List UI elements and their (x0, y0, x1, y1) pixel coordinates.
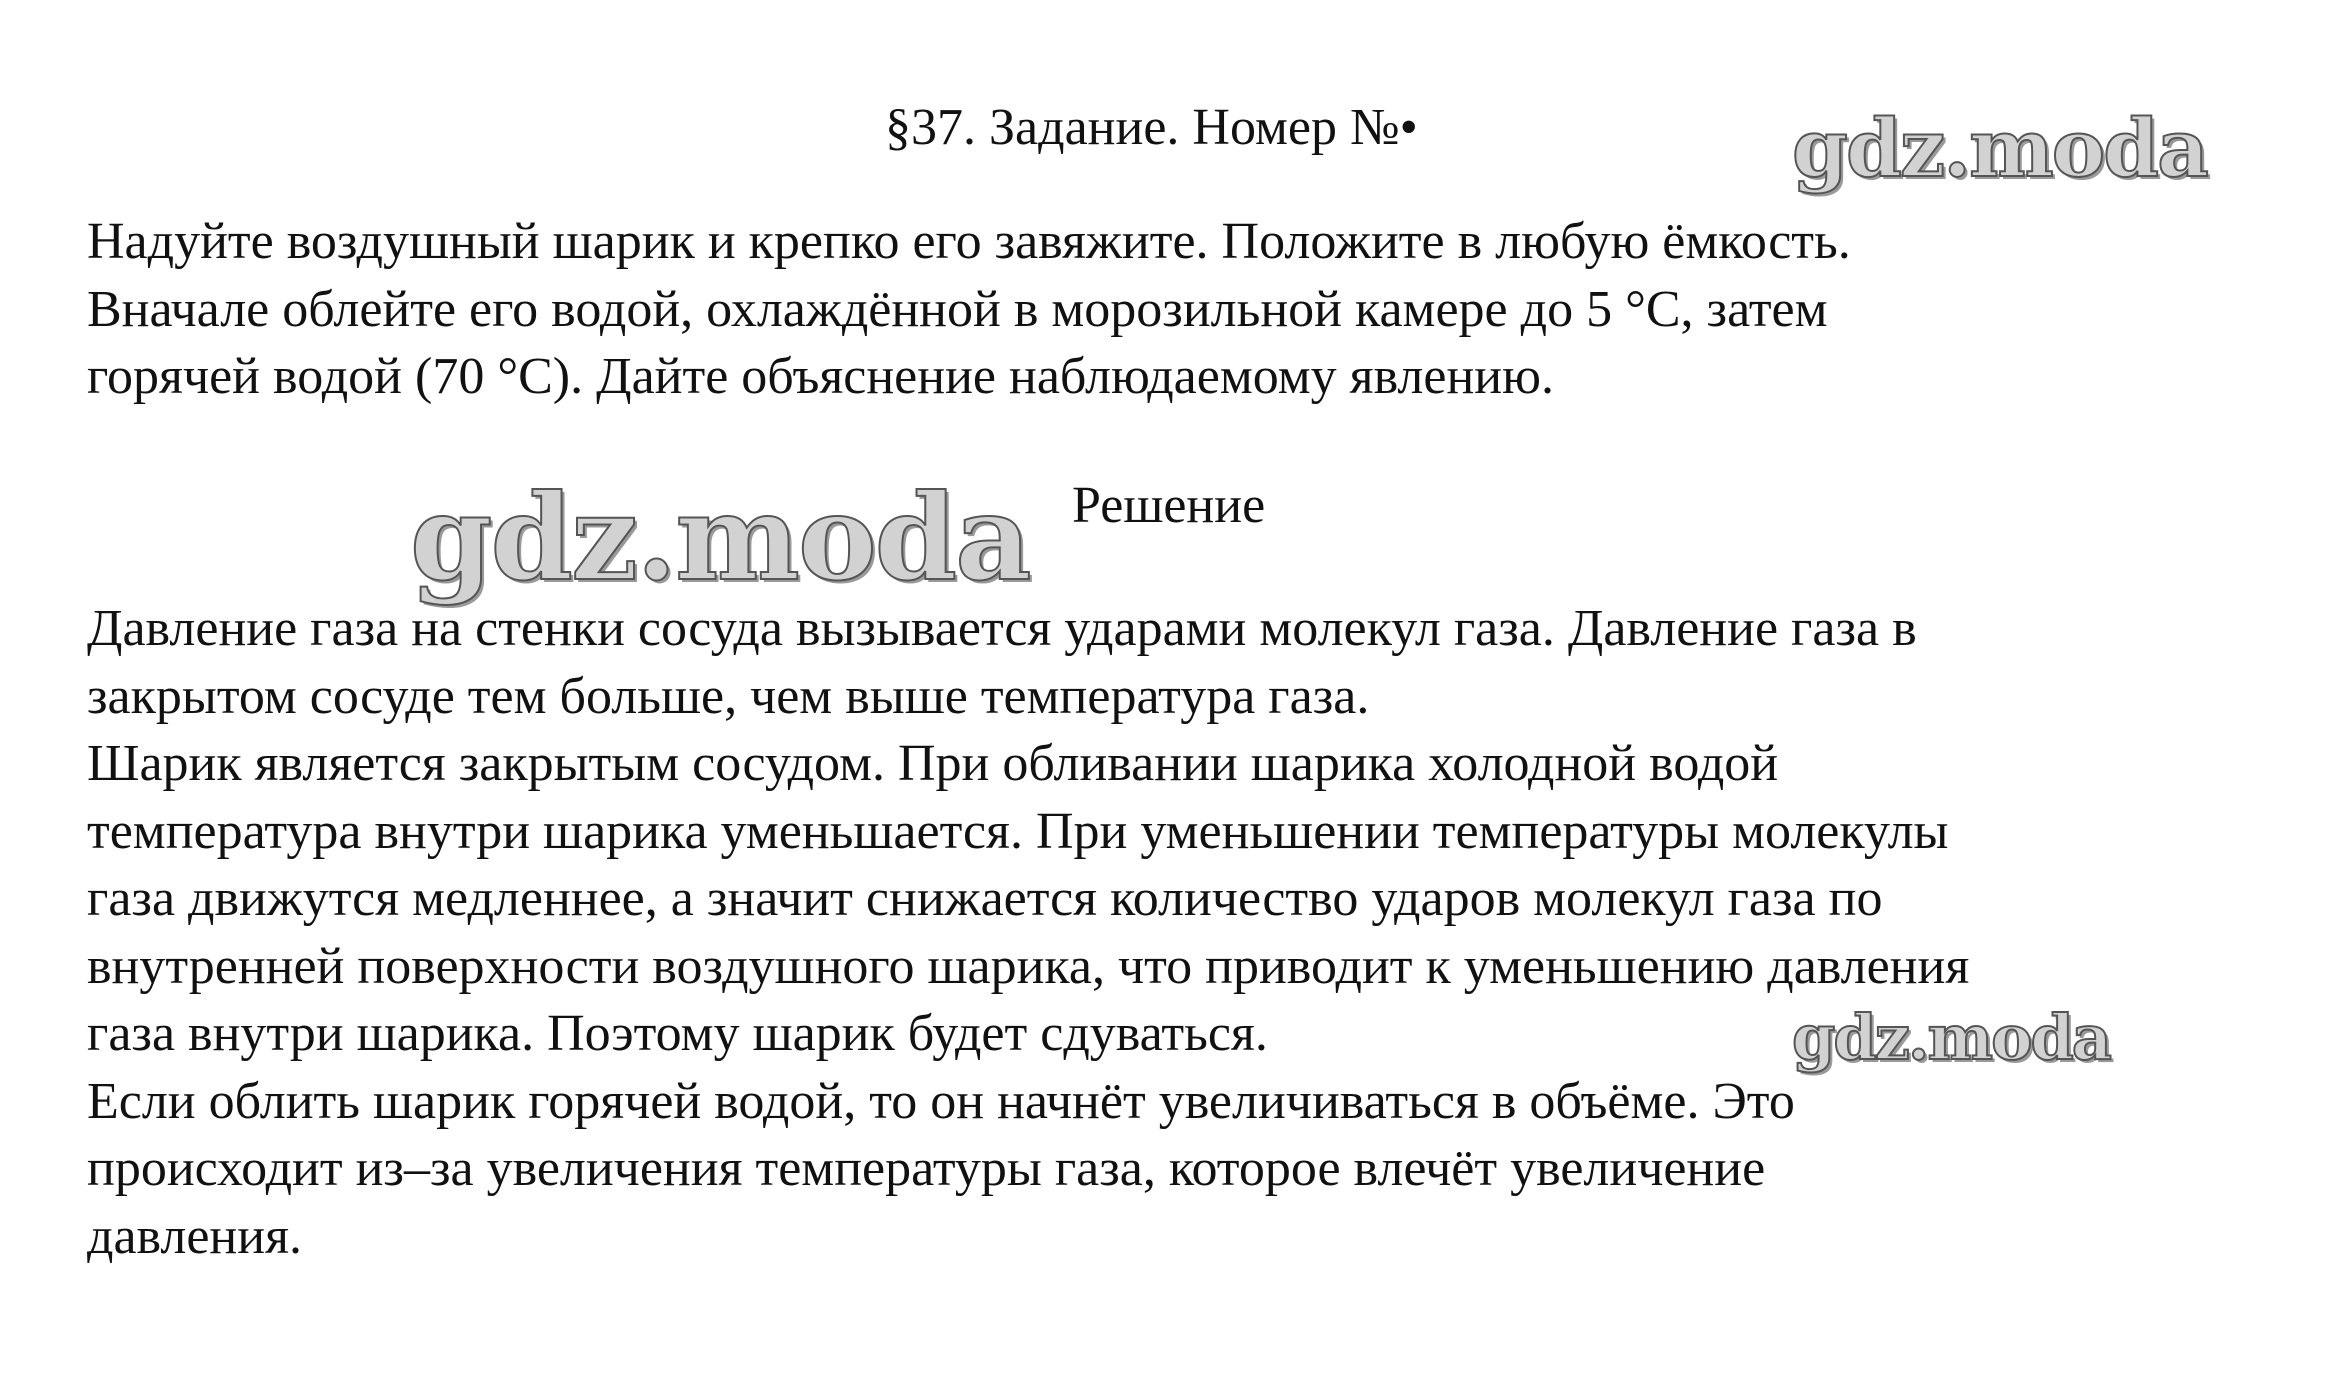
solution-line: Давление газа на стенки сосуда вызывается ударами молекул газа. Давление газа в (87, 600, 1917, 657)
solution-line: газа движутся медленнее, а значит снижается количество ударов молекул газа по (87, 870, 1883, 927)
solution-line: внутренней поверхности воздушного шарика, что приводит к уменьшению давления (87, 937, 1970, 995)
solution-heading: Решение (1072, 477, 1266, 534)
solution-line: закрытом сосуде тем больше, чем выше температура газа. (87, 667, 1370, 725)
solution-line: Шарик является закрытым сосудом. При обливании шарика холодной водой (87, 735, 1779, 792)
solution-line: происходит из–за увеличения температуры газа, которое влечёт увеличение (87, 1140, 1766, 1197)
solution-text (87, 595, 1969, 1270)
task-line: Вначале облейте его водой, охлаждённой в морозильной камере до 5 °С, затем (87, 280, 1828, 338)
watermark-logo-bottom: gdz.moda (1792, 1001, 2110, 1074)
watermark-logo-top: gdz.moda (1792, 101, 2207, 195)
page-title: §37. Задание. Номер №• (885, 99, 1418, 156)
task-line: горячей водой (70 °С). Дайте объяснение наблюдаемому явлению. (87, 348, 1554, 405)
watermark-logo-middle: gdz.moda (410, 468, 1030, 607)
task-line: Надуйте воздушный шарик и крепко его завяжите. Положите в любую ёмкость. (87, 213, 1851, 270)
solution-line: Если облить шарик горячей водой, то он начнёт увеличиваться в объёме. Это (87, 1072, 1795, 1130)
task-text (87, 208, 1851, 411)
solution-line: газа внутри шарика. Поэтому шарик будет сдуваться. (87, 1005, 1268, 1062)
solution-line: давления. (87, 1207, 303, 1265)
solution-line: температура внутри шарика уменьшается. При уменьшении температуры молекулы (87, 802, 1949, 860)
